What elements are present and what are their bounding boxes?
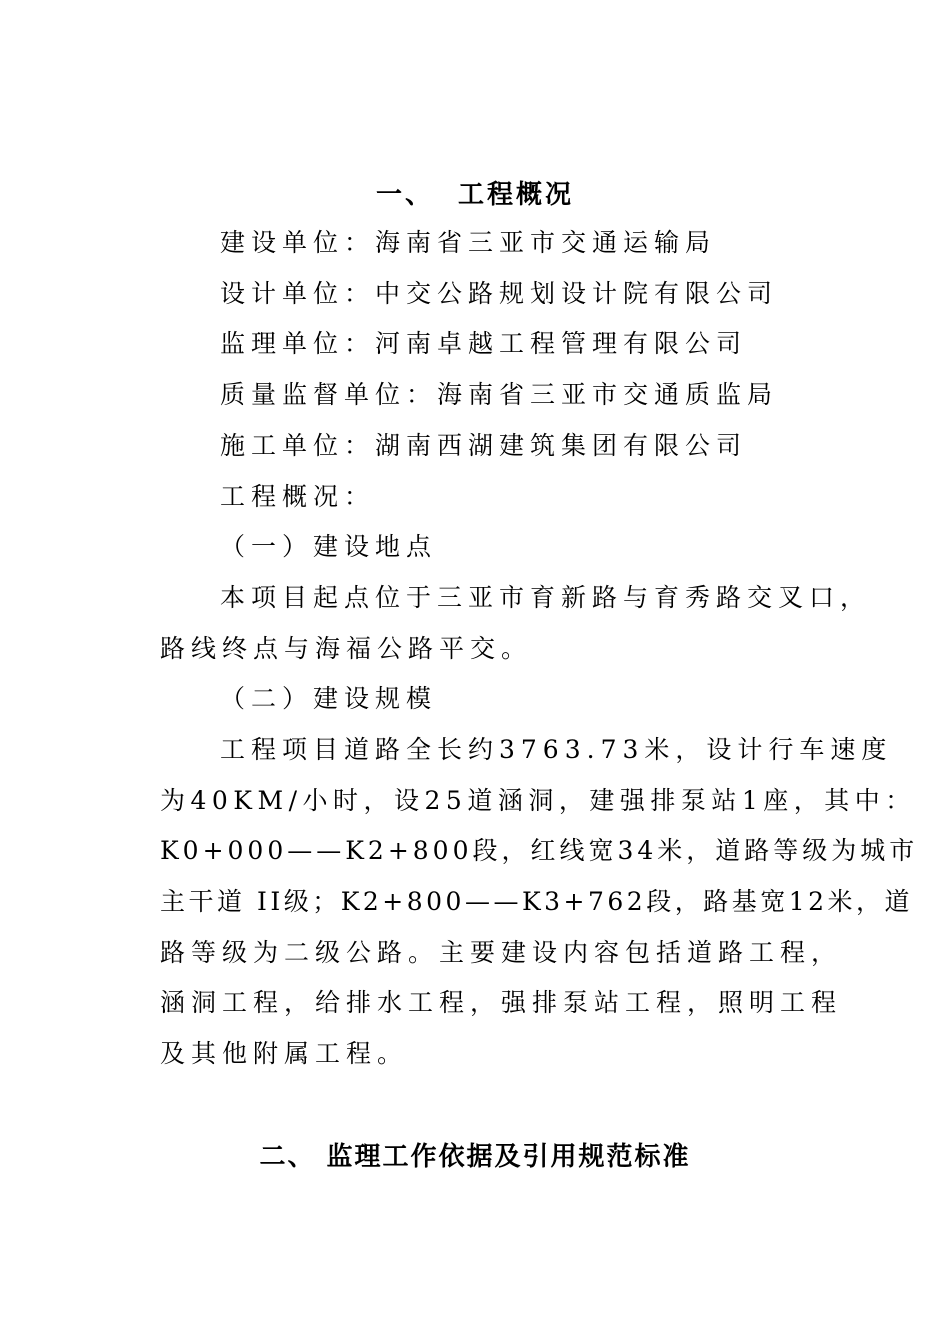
scale-paragraph-line-5: 路等级为二级公路。主要建设内容包括道路工程，: [160, 938, 843, 967]
subsection-scale-heading: （二）建设规模: [220, 684, 438, 713]
section-1-heading: 一、 工程概况: [375, 180, 575, 210]
scale-paragraph-line-1: 工程项目道路全长约3763.73米，设计行车速度: [220, 735, 893, 764]
project-overview-label: 工程概况：: [220, 482, 376, 511]
construction-unit-line: 建设单位：海南省三亚市交通运输局: [220, 228, 717, 257]
location-paragraph-line-1: 本项目起点位于三亚市育新路与育秀路交叉口，: [220, 583, 872, 612]
scale-paragraph-line-6: 涵洞工程，给排水工程，强排泵站工程，照明工程: [160, 988, 843, 1017]
subsection-location-heading: （一）建设地点: [220, 532, 438, 561]
quality-supervision-unit-line: 质量监督单位：海南省三亚市交通质监局: [220, 380, 779, 409]
supervision-unit-line: 监理单位：河南卓越工程管理有限公司: [220, 329, 748, 358]
scale-paragraph-line-3: K0+000——K2+800段，红线宽34米，道路等级为城市: [160, 836, 919, 865]
section-2-heading: 二、 监理工作依据及引用规范标准: [259, 1142, 691, 1172]
design-unit-line: 设计单位：中交公路规划设计院有限公司: [220, 279, 779, 308]
location-paragraph-line-2: 路线终点与海福公路平交。: [160, 634, 533, 663]
scale-paragraph-line-2: 为40KM/小时，设25道涵洞，建强排泵站1座，其中：: [160, 786, 916, 815]
scale-paragraph-line-4: 主干道 II级；K2+800——K3+762段，路基宽12米，道: [160, 887, 914, 916]
scale-paragraph-line-7: 及其他附属工程。: [160, 1039, 409, 1068]
contractor-unit-line: 施工单位：湖南西湖建筑集团有限公司: [220, 431, 748, 460]
